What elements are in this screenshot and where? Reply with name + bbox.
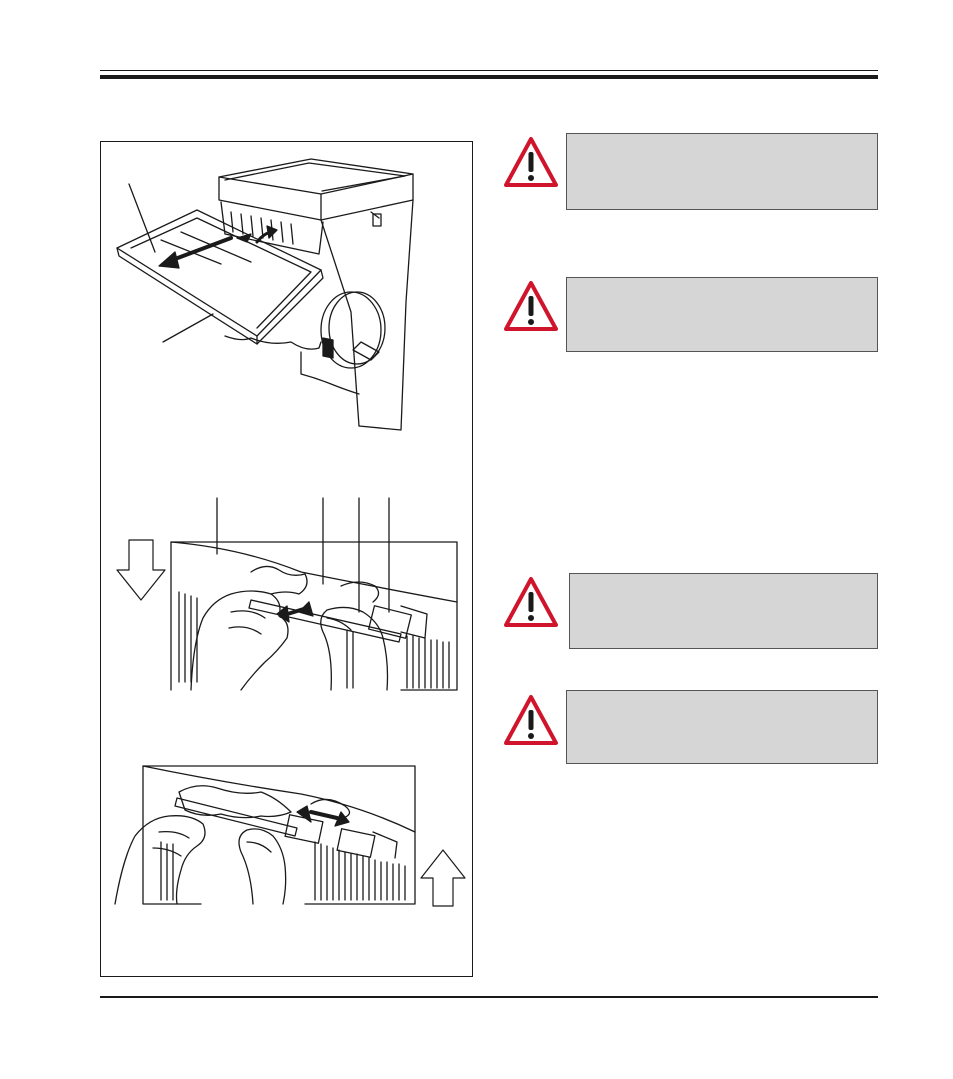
figure-drawings <box>101 142 474 978</box>
hands-sliding-blade-clamp <box>115 766 465 906</box>
warning-box-1 <box>566 133 878 210</box>
hands-inserting-blade-holder <box>117 498 457 690</box>
warning-triangle-icon <box>503 576 559 628</box>
cryostat-with-tray-pulled-out <box>117 159 413 430</box>
figure-panel <box>100 141 473 977</box>
header-rule-thin <box>100 70 878 71</box>
warning-triangle-icon <box>503 280 559 332</box>
warning-triangle-icon <box>503 136 559 188</box>
warning-box-4 <box>566 690 878 764</box>
header-rule-thick <box>100 75 878 79</box>
warning-box-3 <box>569 573 878 649</box>
footer-rule <box>100 996 878 998</box>
warning-box-2 <box>566 277 878 352</box>
warning-triangle-icon <box>503 694 559 746</box>
